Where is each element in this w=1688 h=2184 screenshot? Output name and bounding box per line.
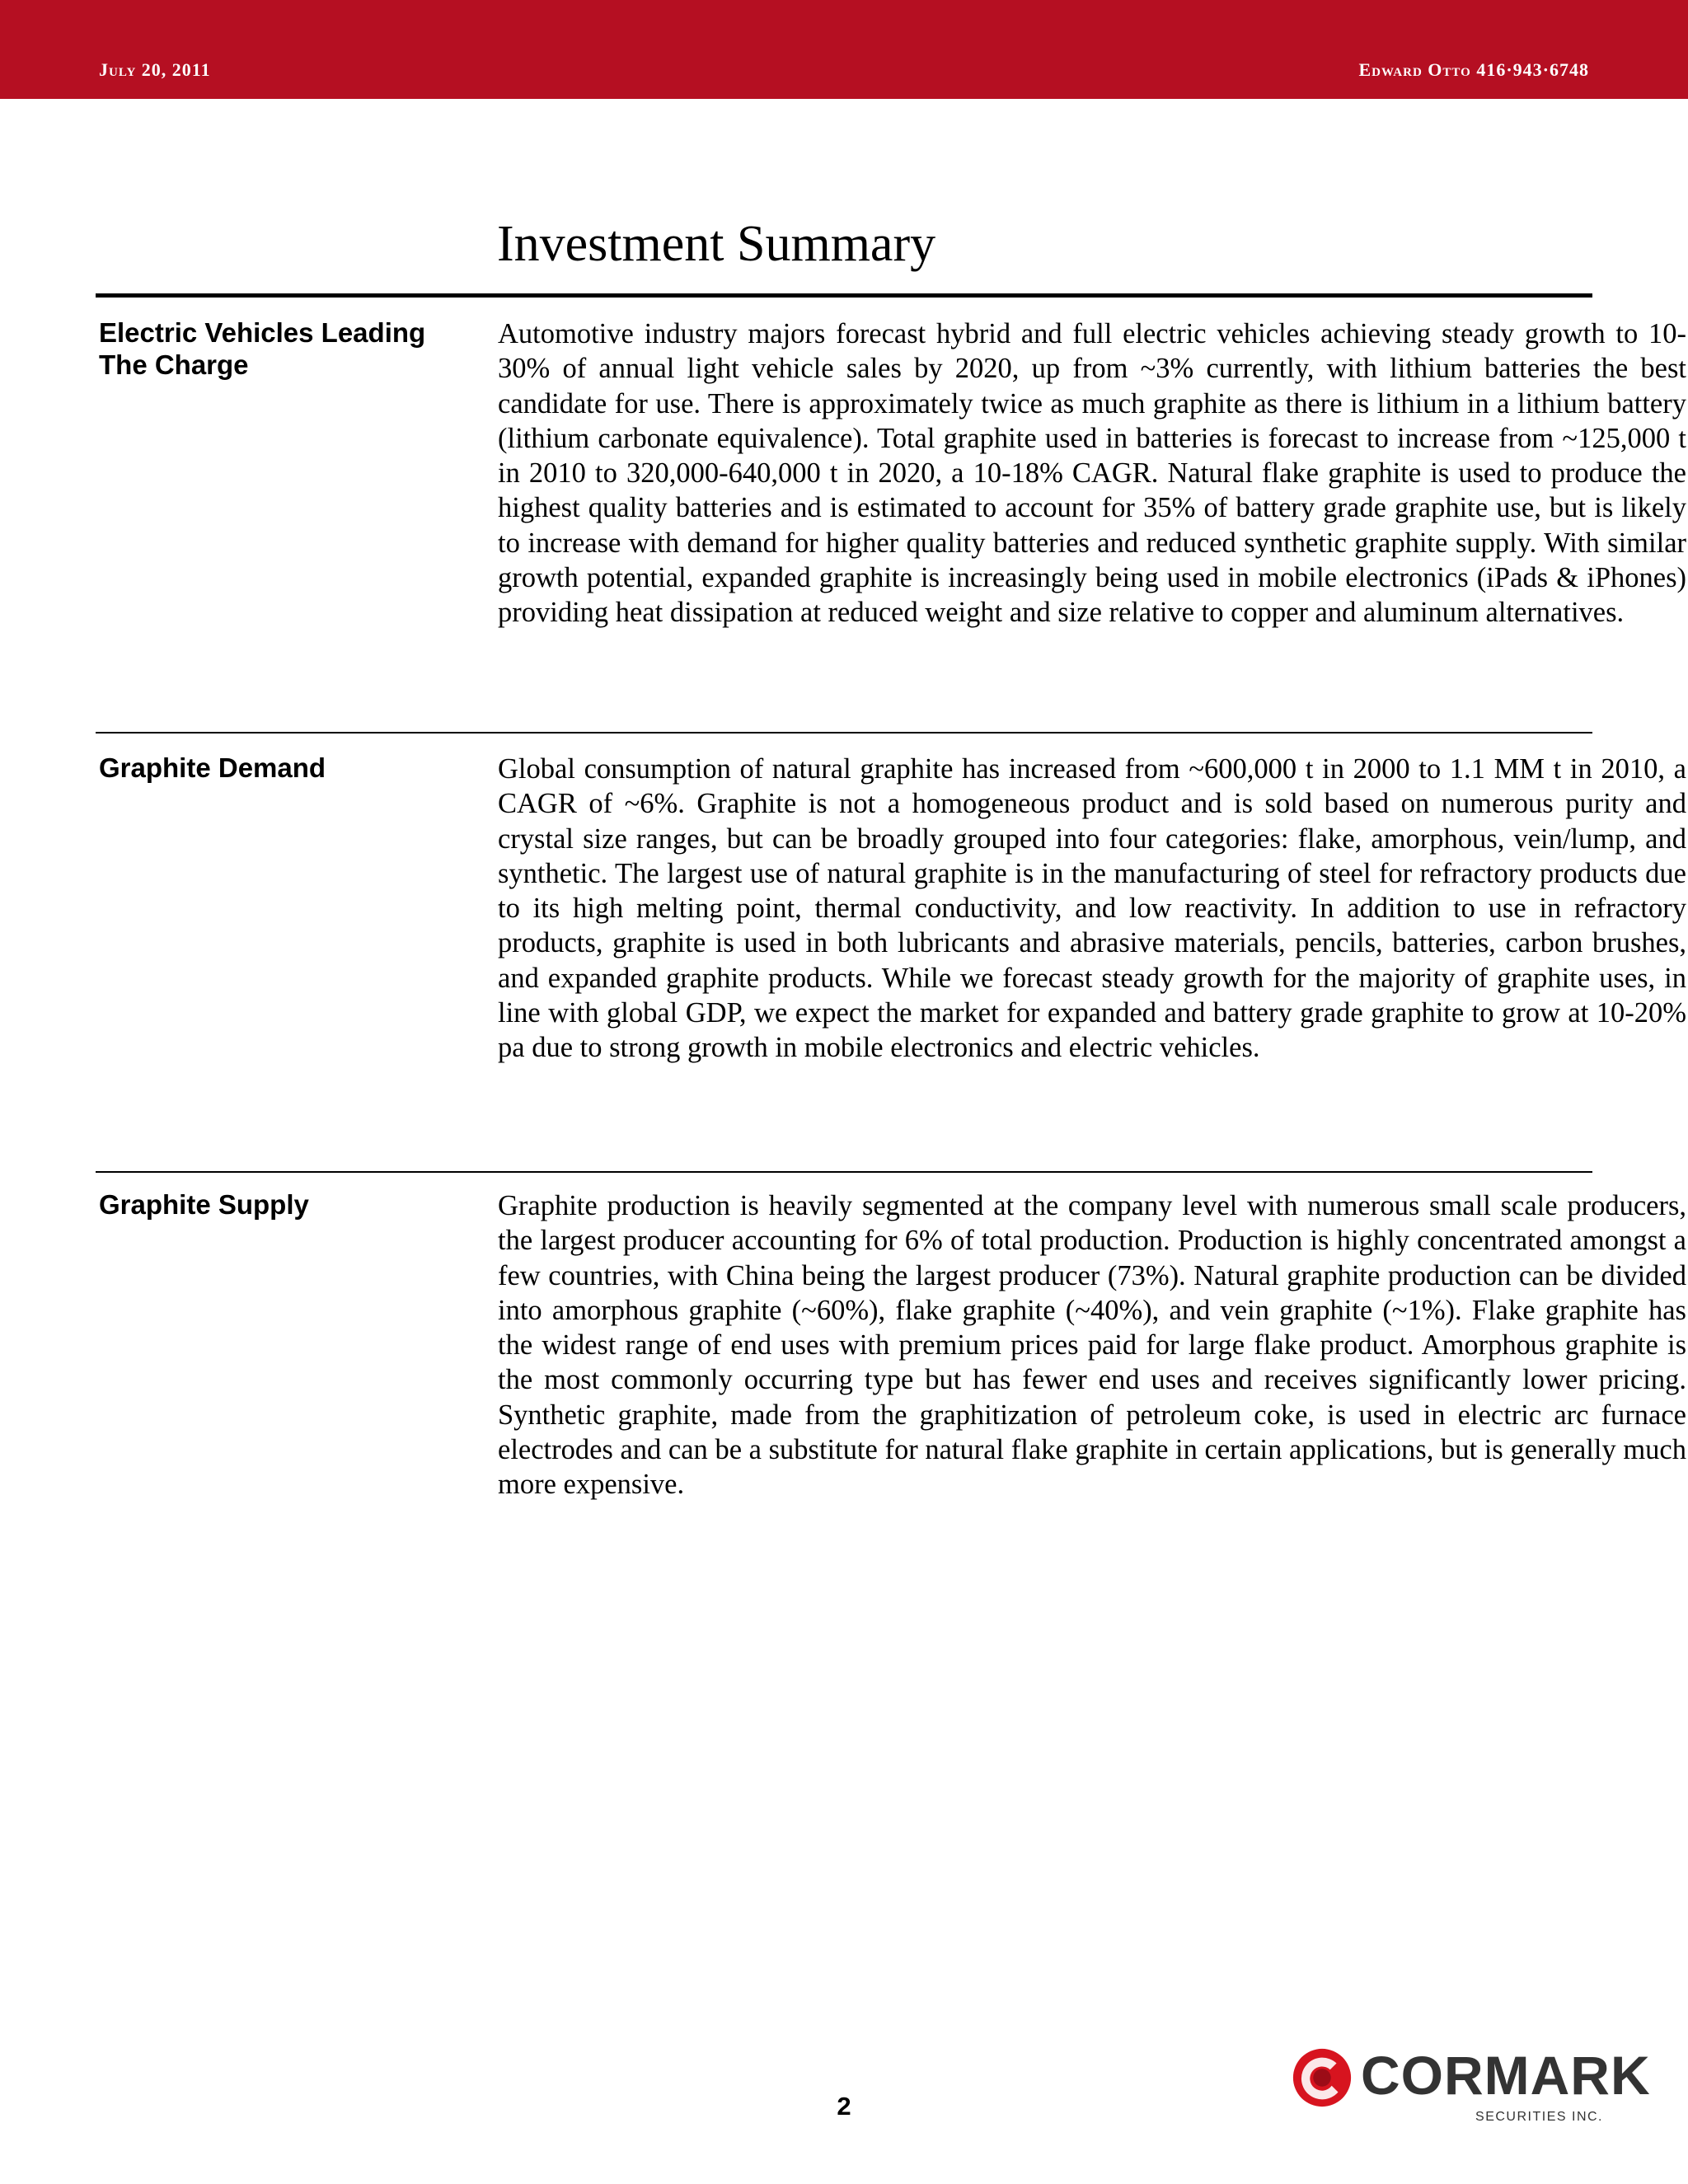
section-label: Electric Vehicles Leading The Charge bbox=[99, 317, 426, 380]
logo-subtitle: SECURITIES INC. bbox=[1475, 2110, 1603, 2124]
page-title: Investment Summary bbox=[497, 216, 936, 272]
title-divider bbox=[96, 293, 1592, 298]
section-body: Automotive industry majors forecast hybrid and full electric vehicles achieving steady growth to 10-30% of annual light vehicle sales by 2020, up from ~3% currently, with lithium batteries the best candidate for use. There is approximately twice as much graphite as there is lithium in a lithium battery (lithium carbonate equivalence). Total graphite used in batteries is forecast to increase from ~125,000 t in 2010 to 320,000-640,000 t in 2020, a 10-18% CAGR. Natural flake graphite is used to produce the highest quality batteries and is estimated to account for 35% of battery grade graphite use, but is likely to increase with demand for higher quality batteries and reduced synthetic graphite supply. With similar growth potential, expanded graphite is increasingly being used in mobile electronics (iPads & iPhones) providing heat dissipation at reduced weight and size relative to copper and aluminum alternatives. bbox=[498, 318, 1686, 629]
section-divider bbox=[96, 1171, 1592, 1173]
section-label: Graphite Demand bbox=[99, 752, 326, 783]
header-bar bbox=[0, 0, 1688, 99]
analyst-contact: Edward Otto 416·943·6748 bbox=[1358, 59, 1589, 80]
section-label: Graphite Supply bbox=[99, 1189, 309, 1220]
company-logo bbox=[1290, 2042, 1651, 2133]
section-divider bbox=[96, 732, 1592, 733]
report-date: July 20, 2011 bbox=[99, 59, 211, 80]
section-body: Global consumption of natural graphite has increased from ~600,000 t in 2000 to 1.1 MM t in 2010, a CAGR of ~6%. Graphite is not a homogeneous product and is sold based on numerous purity and crystal size ranges, but can be broadly grouped into four categories: flake, amorphous, vein/lump, and synthetic. The largest use of natural graphite is in the manufacturing of steel for refractory products due to its high melting point, thermal conductivity, and low reactivity. In addition to use in refractory products, graphite is used in both lubricants and abrasive materials, pencils, batteries, carbon brushes, and expanded graphite products. While we forecast steady growth for the majority of graphite uses, in line with global GDP, we expect the market for expanded and battery grade graphite to grow at 10-20% pa due to strong growth in mobile electronics and electric vehicles. bbox=[498, 753, 1686, 1064]
page-number: 2 bbox=[837, 2092, 851, 2121]
logo-wordmark: CORMARK bbox=[1361, 2045, 1651, 2106]
section-body: Graphite production is heavily segmented at the company level with numerous small scale producers, the largest producer accounting for 6% of total production. Production is highly concentrated amongst a few countries, with China being the largest producer (73%). Natural graphite production can be divided into amorphous graphite (~60%), flake graphite (~40%), and vein graphite (~1%). Flake graphite has the widest range of end uses with premium prices paid for large flake product. Amorphous graphite is the most commonly occurring type but has fewer end uses and receives significantly lower pricing. Synthetic graphite, made from the graphitization of petroleum coke, is used in electric arc furnace electrodes and can be a substitute for natural flake graphite in certain applications, but is generally much more expensive. bbox=[498, 1190, 1686, 1501]
cormark-logo-icon bbox=[1290, 2046, 1354, 2110]
